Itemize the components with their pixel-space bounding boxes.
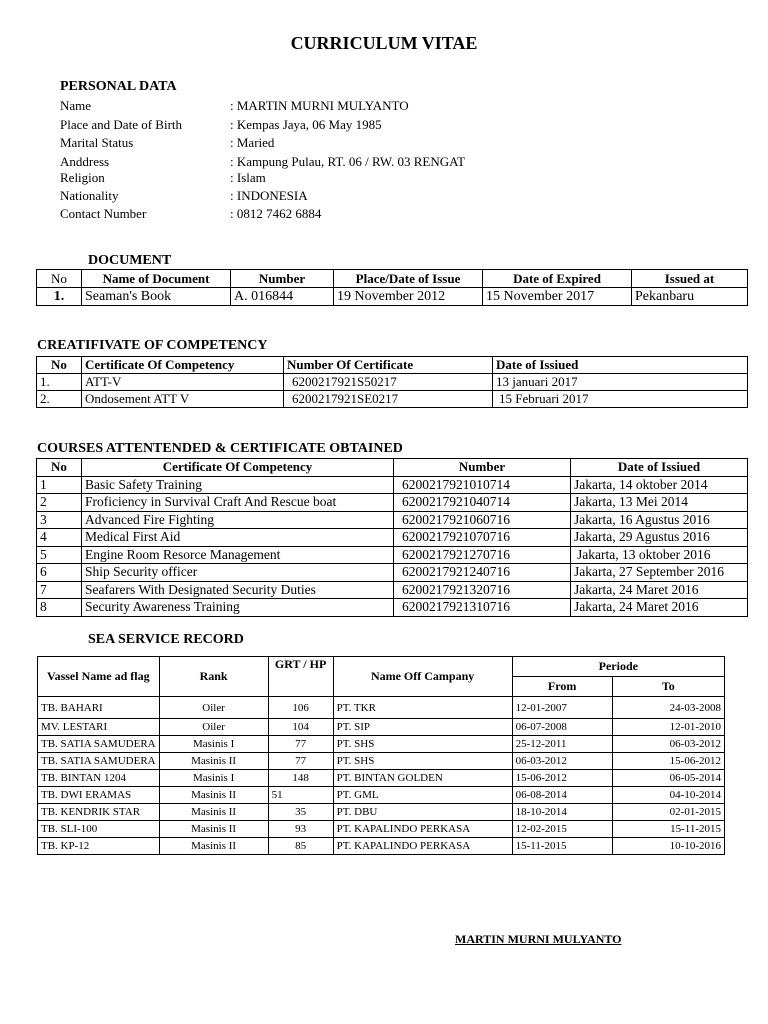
doc-cell: 19 November 2012 (334, 288, 483, 306)
course-cell: Jakarta, 14 oktober 2014 (571, 476, 748, 494)
sea-cell: 25-12-2011 (512, 736, 612, 753)
cert-header-name: Certificate Of Competency (82, 357, 284, 374)
sea-cell: 06-03-2012 (612, 736, 724, 753)
sea-cell: TB. KENDRIK STAR (38, 804, 160, 821)
sea-header-company: Name Off Campany (333, 657, 512, 697)
course-cell: Jakarta, 24 Maret 2016 (571, 581, 748, 599)
sea-cell: TB. BAHARI (38, 697, 160, 719)
signature-name: MARTIN MURNI MULYANTO (455, 932, 622, 946)
table-row (37, 529, 748, 547)
sea-cell: 35 (268, 804, 333, 821)
sea-cell: 15-06-2012 (612, 753, 724, 770)
nationality-value: : INDONESIA (230, 188, 308, 203)
course-cell: 5 (37, 546, 82, 564)
sea-cell: TB. SATIA SAMUDERA (38, 736, 160, 753)
sea-cell: 85 (268, 838, 333, 855)
cert-cell: 1. (37, 374, 82, 391)
sea-cell: 06-07-2008 (512, 719, 612, 736)
cert-cell: Ondosement ATT V (82, 391, 284, 408)
table-row (37, 599, 748, 617)
sea-cell: PT. TKR (333, 697, 512, 719)
table-row (38, 821, 725, 838)
sea-cell: Masinis II (159, 838, 268, 855)
table-row (37, 476, 748, 494)
sea-cell: 06-05-2014 (612, 770, 724, 787)
sea-cell: Masinis I (159, 736, 268, 753)
course-cell: Security Awareness Training (82, 599, 394, 617)
courses-table (36, 458, 748, 617)
table-row (38, 787, 725, 804)
sea-cell: 10-10-2016 (612, 838, 724, 855)
sea-cell: 15-06-2012 (512, 770, 612, 787)
course-header-name: Certificate Of Competency (82, 459, 394, 477)
course-header-date: Date of Issiued (571, 459, 748, 477)
sea-cell: 02-01-2015 (612, 804, 724, 821)
sea-cell: 15-11-2015 (612, 821, 724, 838)
course-cell: Engine Room Resorce Management (82, 546, 394, 564)
doc-cell: 15 November 2017 (483, 288, 632, 306)
name-value: : MARTIN MURNI MULYANTO (230, 98, 409, 113)
address-label: Anddress (60, 154, 110, 169)
course-cell: 6200217921060716 (394, 511, 571, 529)
course-cell: 6200217921040714 (394, 494, 571, 512)
course-cell: Jakarta, 16 Agustus 2016 (571, 511, 748, 529)
doc-cell: Pekanbaru (632, 288, 748, 306)
doc-cell: Seaman's Book (82, 288, 231, 306)
doc-header-name: Name of Document (82, 270, 231, 288)
course-cell: Jakarta, 27 September 2016 (571, 564, 748, 582)
doc-header-no: No (37, 270, 82, 288)
marital-label: Marital Status (60, 135, 134, 150)
sea-cell: PT. SHS (333, 736, 512, 753)
sea-cell: MV. LESTARI (38, 719, 160, 736)
sea-cell: Masinis II (159, 804, 268, 821)
sea-header-vessel: Vassel Name ad flag (38, 657, 160, 697)
table-row (38, 719, 725, 736)
sea-cell: PT. KAPALINDO PERKASA (333, 821, 512, 838)
sea-cell: 12-02-2015 (512, 821, 612, 838)
doc-cell: 1. (37, 288, 82, 306)
sea-cell: TB. SATIA SAMUDERA (38, 753, 160, 770)
table-row (37, 494, 748, 512)
sea-cell: 06-08-2014 (512, 787, 612, 804)
sea-header-periode: Periode (512, 657, 724, 677)
course-cell: Jakarta, 29 Agustus 2016 (571, 529, 748, 547)
sea-cell: TB. KP-12 (38, 838, 160, 855)
table-row (38, 736, 725, 753)
table-row (37, 391, 748, 408)
sea-cell: 06-03-2012 (512, 753, 612, 770)
course-cell: Ship Security officer (82, 564, 394, 582)
course-cell: 6200217921320716 (394, 581, 571, 599)
course-cell: 6200217921240716 (394, 564, 571, 582)
name-label: Name (60, 98, 92, 113)
sea-cell: 18-10-2014 (512, 804, 612, 821)
course-cell: 7 (37, 581, 82, 599)
sea-cell: 04-10-2014 (612, 787, 724, 804)
birth-value: : Kempas Jaya, 06 May 1985 (230, 117, 382, 132)
table-row (38, 697, 725, 719)
course-header-no: No (37, 459, 82, 477)
cert-cell: 2. (37, 391, 82, 408)
course-cell: 2 (37, 494, 82, 512)
table-row (37, 374, 748, 391)
nationality-label: Nationality (60, 188, 119, 203)
sea-cell: PT. DBU (333, 804, 512, 821)
doc-cell: A. 016844 (231, 288, 334, 306)
table-row (37, 564, 748, 582)
cert-header-date: Date of Issiued (493, 357, 748, 374)
birth-label: Place and Date of Birth (60, 117, 183, 132)
course-cell: 3 (37, 511, 82, 529)
course-cell: Froficiency in Survival Craft And Rescue boat (82, 494, 394, 512)
table-row (37, 581, 748, 599)
cert-cell: 6200217921SE0217 (284, 391, 493, 408)
table-row (38, 804, 725, 821)
sea-cell: Oiler (159, 719, 268, 736)
sea-cell: Masinis II (159, 787, 268, 804)
sea-cell: TB. SLI-100 (38, 821, 160, 838)
course-cell: Basic Safety Training (82, 476, 394, 494)
competency-table (36, 356, 748, 408)
religion-value: : Islam (230, 170, 266, 185)
sea-cell: 51 (268, 787, 333, 804)
page-title: CURRICULUM VITAE (290, 33, 478, 53)
competency-heading: CREATIFIVATE OF COMPETENCY (37, 338, 268, 353)
sea-cell: 24-03-2008 (612, 697, 724, 719)
course-cell: 6200217921070716 (394, 529, 571, 547)
sea-cell: TB. DWI ERAMAS (38, 787, 160, 804)
sea-cell: 77 (268, 736, 333, 753)
sea-cell: PT. SHS (333, 753, 512, 770)
course-cell: Jakarta, 13 oktober 2016 (571, 546, 748, 564)
religion-label: Religion (60, 170, 105, 185)
marital-value: : Maried (230, 135, 275, 150)
cert-cell: 13 januari 2017 (493, 374, 748, 391)
sea-cell: Oiler (159, 697, 268, 719)
sea-cell: 77 (268, 753, 333, 770)
table-row (37, 511, 748, 529)
contact-label: Contact Number (60, 206, 147, 221)
table-row (38, 753, 725, 770)
sea-cell: 12-01-2010 (612, 719, 724, 736)
course-cell: Advanced Fire Fighting (82, 511, 394, 529)
course-cell: 6200217921310716 (394, 599, 571, 617)
sea-cell: Masinis II (159, 753, 268, 770)
course-cell: 8 (37, 599, 82, 617)
course-cell: Medical First Aid (82, 529, 394, 547)
sea-cell: 104 (268, 719, 333, 736)
doc-header-issued-at: Issued at (632, 270, 748, 288)
course-cell: 1 (37, 476, 82, 494)
doc-header-expired: Date of Expired (483, 270, 632, 288)
doc-header-issue: Place/Date of Issue (334, 270, 483, 288)
course-cell: 6200217921270716 (394, 546, 571, 564)
cert-header-number: Number Of Certificate (284, 357, 493, 374)
sea-service-table (37, 656, 725, 855)
sea-header-rank: Rank (159, 657, 268, 697)
sea-service-heading: SEA SERVICE RECORD (88, 632, 244, 647)
sea-cell: Masinis I (159, 770, 268, 787)
sea-cell: 106 (268, 697, 333, 719)
sea-cell: PT. GML (333, 787, 512, 804)
table-row (37, 546, 748, 564)
sea-cell: PT. BINTAN GOLDEN (333, 770, 512, 787)
address-value: : Kampung Pulau, RT. 06 / RW. 03 RENGAT (230, 154, 466, 169)
sea-header-to: To (612, 677, 724, 697)
cert-cell: 15 Februari 2017 (493, 391, 748, 408)
sea-cell: 15-11-2015 (512, 838, 612, 855)
sea-header-grt: GRT / HP (268, 657, 333, 697)
personal-data-heading: PERSONAL DATA (60, 79, 177, 94)
table-row (38, 770, 725, 787)
document-table (36, 269, 748, 306)
cert-cell: 6200217921S50217 (284, 374, 493, 391)
cert-cell: ATT-V (82, 374, 284, 391)
course-cell: 4 (37, 529, 82, 547)
cert-header-no: No (37, 357, 82, 374)
course-cell: Seafarers With Designated Security Duties (82, 581, 394, 599)
sea-cell: Masinis II (159, 821, 268, 838)
sea-cell: TB. BINTAN 1204 (38, 770, 160, 787)
course-cell: 6 (37, 564, 82, 582)
course-header-number: Number (394, 459, 571, 477)
document-heading: DOCUMENT (88, 253, 172, 268)
table-row (37, 288, 748, 306)
course-cell: 6200217921010714 (394, 476, 571, 494)
courses-heading: COURSES ATTENTENDED & CERTIFICATE OBTAINED (37, 441, 403, 456)
sea-cell: 93 (268, 821, 333, 838)
sea-cell: 148 (268, 770, 333, 787)
sea-cell: 12-01-2007 (512, 697, 612, 719)
course-cell: Jakarta, 24 Maret 2016 (571, 599, 748, 617)
sea-cell: PT. KAPALINDO PERKASA (333, 838, 512, 855)
doc-header-number: Number (231, 270, 334, 288)
course-cell: Jakarta, 13 Mei 2014 (571, 494, 748, 512)
sea-header-from: From (512, 677, 612, 697)
table-row (38, 838, 725, 855)
sea-cell: PT. SIP (333, 719, 512, 736)
contact-value: : 0812 7462 6884 (230, 206, 322, 221)
